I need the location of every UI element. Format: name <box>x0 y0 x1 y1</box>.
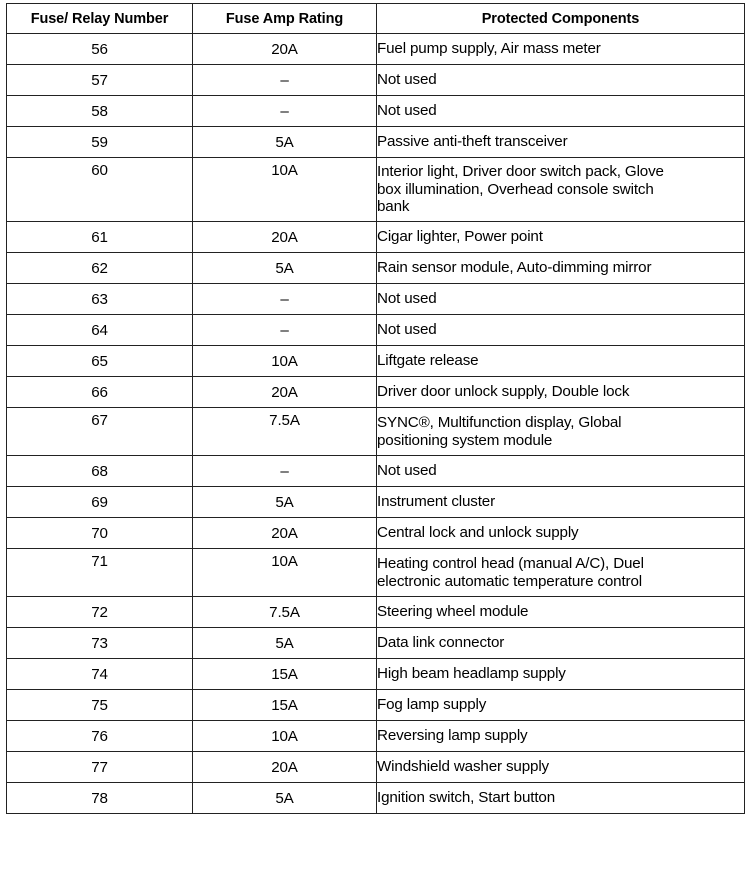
table-row <box>7 628 745 659</box>
component-text-line: Passive anti-theft transceiver <box>377 133 568 151</box>
table-row <box>7 597 745 628</box>
cell-fuse-relay-number: 75 <box>7 690 193 721</box>
cell-fuse-relay-number: 64 <box>7 315 193 346</box>
cell-fuse-amp-rating: 5A <box>193 487 377 518</box>
cell-protected-components <box>377 690 745 721</box>
cell-fuse-amp-rating: 5A <box>193 628 377 659</box>
cell-fuse-relay-number: 76 <box>7 721 193 752</box>
cell-protected-components <box>377 721 745 752</box>
cell-fuse-amp-rating: 5A <box>193 783 377 814</box>
table-row <box>7 158 745 222</box>
cell-fuse-amp-rating: – <box>193 315 377 346</box>
table-row <box>7 34 745 65</box>
column-header-protected-components: Protected Components <box>377 4 745 34</box>
table-row <box>7 752 745 783</box>
cell-fuse-relay-number: 65 <box>7 346 193 377</box>
cell-fuse-amp-rating: 15A <box>193 659 377 690</box>
component-text-line: Reversing lamp supply <box>377 727 528 745</box>
component-text-line: box illumination, Overhead console switch <box>377 180 654 198</box>
cell-protected-components <box>377 377 745 408</box>
fuse-relay-table-container <box>6 3 744 814</box>
cell-fuse-relay-number: 73 <box>7 628 193 659</box>
cell-protected-components <box>377 408 745 456</box>
cell-protected-components <box>377 127 745 158</box>
table-row <box>7 253 745 284</box>
cell-fuse-relay-number: 66 <box>7 377 193 408</box>
column-header-fuse-relay-number: Fuse/ Relay Number <box>7 4 193 34</box>
cell-protected-components <box>377 518 745 549</box>
component-text-line: Not used <box>377 71 437 89</box>
cell-fuse-relay-number: 74 <box>7 659 193 690</box>
cell-protected-components <box>377 659 745 690</box>
cell-fuse-relay-number: 61 <box>7 222 193 253</box>
cell-fuse-relay-number: 69 <box>7 487 193 518</box>
cell-fuse-amp-rating: 20A <box>193 377 377 408</box>
component-text-line: Driver door unlock supply, Double lock <box>377 383 630 401</box>
cell-fuse-relay-number: 60 <box>7 158 193 222</box>
cell-protected-components <box>377 549 745 597</box>
component-text-line: Steering wheel module <box>377 603 529 621</box>
cell-fuse-relay-number: 72 <box>7 597 193 628</box>
component-text-line: bank <box>377 198 410 216</box>
table-row <box>7 549 745 597</box>
table-row <box>7 518 745 549</box>
cell-protected-components <box>377 222 745 253</box>
cell-fuse-relay-number: 71 <box>7 549 193 597</box>
cell-fuse-amp-rating: 10A <box>193 549 377 597</box>
cell-fuse-amp-rating: 20A <box>193 518 377 549</box>
component-text-line: Data link connector <box>377 634 505 652</box>
cell-fuse-relay-number: 58 <box>7 96 193 127</box>
table-row <box>7 408 745 456</box>
component-text-line: Rain sensor module, Auto-dimming mirror <box>377 259 652 277</box>
cell-fuse-relay-number: 77 <box>7 752 193 783</box>
cell-fuse-amp-rating: 7.5A <box>193 597 377 628</box>
table-row <box>7 377 745 408</box>
table-header <box>7 4 745 34</box>
cell-fuse-amp-rating: 5A <box>193 127 377 158</box>
table-row <box>7 65 745 96</box>
cell-fuse-amp-rating: 20A <box>193 34 377 65</box>
cell-protected-components <box>377 752 745 783</box>
table-row <box>7 690 745 721</box>
component-text-line: Fog lamp supply <box>377 696 487 714</box>
cell-fuse-relay-number: 56 <box>7 34 193 65</box>
table-row <box>7 127 745 158</box>
cell-protected-components <box>377 346 745 377</box>
component-text-line: Windshield washer supply <box>377 758 549 776</box>
table-row <box>7 721 745 752</box>
cell-fuse-amp-rating: – <box>193 284 377 315</box>
cell-fuse-amp-rating: 10A <box>193 346 377 377</box>
component-text-line: Heating control head (manual A/C), Duel <box>377 554 644 572</box>
column-header-fuse-amp-rating: Fuse Amp Rating <box>193 4 377 34</box>
table-row <box>7 487 745 518</box>
cell-fuse-amp-rating: 7.5A <box>193 408 377 456</box>
cell-protected-components <box>377 158 745 222</box>
cell-fuse-relay-number: 62 <box>7 253 193 284</box>
component-text-line: Ignition switch, Start button <box>377 789 555 807</box>
table-row <box>7 315 745 346</box>
cell-fuse-relay-number: 63 <box>7 284 193 315</box>
cell-fuse-relay-number: 59 <box>7 127 193 158</box>
cell-protected-components <box>377 253 745 284</box>
component-text-line: Cigar lighter, Power point <box>377 228 543 246</box>
table-row <box>7 783 745 814</box>
component-text-line: Instrument cluster <box>377 493 495 511</box>
cell-fuse-amp-rating: 5A <box>193 253 377 284</box>
cell-fuse-relay-number: 70 <box>7 518 193 549</box>
cell-fuse-relay-number: 67 <box>7 408 193 456</box>
component-text-line: Not used <box>377 462 437 480</box>
cell-protected-components <box>377 597 745 628</box>
component-text-line: Liftgate release <box>377 352 479 370</box>
component-text-line: Not used <box>377 290 437 308</box>
component-text-line: High beam headlamp supply <box>377 665 566 683</box>
cell-fuse-amp-rating: – <box>193 65 377 96</box>
component-text-line: Not used <box>377 102 437 120</box>
table-row <box>7 284 745 315</box>
cell-protected-components <box>377 456 745 487</box>
table-row <box>7 96 745 127</box>
cell-protected-components <box>377 628 745 659</box>
component-text-line: Interior light, Driver door switch pack, Glove <box>377 162 664 180</box>
table-row <box>7 346 745 377</box>
fuse-relay-table <box>6 3 745 814</box>
cell-fuse-amp-rating: 15A <box>193 690 377 721</box>
cell-protected-components <box>377 284 745 315</box>
component-text-line: electronic automatic temperature control <box>377 572 642 590</box>
cell-protected-components <box>377 487 745 518</box>
cell-fuse-amp-rating: – <box>193 456 377 487</box>
cell-protected-components <box>377 315 745 346</box>
component-text-line: Central lock and unlock supply <box>377 524 579 542</box>
cell-protected-components <box>377 34 745 65</box>
cell-fuse-relay-number: 68 <box>7 456 193 487</box>
table-body <box>7 34 745 814</box>
table-header-row <box>7 4 745 34</box>
table-row <box>7 456 745 487</box>
cell-protected-components <box>377 96 745 127</box>
cell-fuse-relay-number: 57 <box>7 65 193 96</box>
table-row <box>7 222 745 253</box>
cell-fuse-amp-rating: – <box>193 96 377 127</box>
cell-protected-components <box>377 783 745 814</box>
component-text-line: Fuel pump supply, Air mass meter <box>377 40 601 58</box>
cell-fuse-amp-rating: 10A <box>193 158 377 222</box>
table-row <box>7 659 745 690</box>
component-text-line: positioning system module <box>377 431 553 449</box>
cell-fuse-amp-rating: 20A <box>193 222 377 253</box>
cell-fuse-relay-number: 78 <box>7 783 193 814</box>
cell-fuse-amp-rating: 20A <box>193 752 377 783</box>
cell-fuse-amp-rating: 10A <box>193 721 377 752</box>
component-text-line: Not used <box>377 321 437 339</box>
component-text-line: SYNC®, Multifunction display, Global <box>377 413 622 431</box>
cell-protected-components <box>377 65 745 96</box>
